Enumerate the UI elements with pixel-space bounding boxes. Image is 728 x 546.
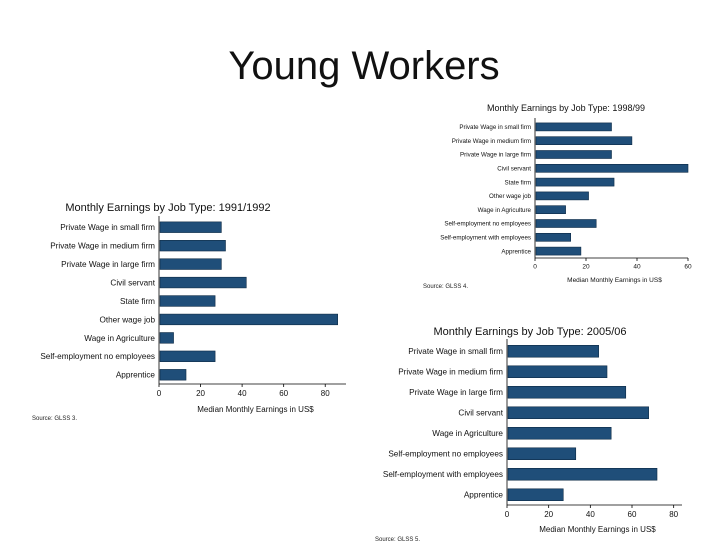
bar bbox=[508, 489, 563, 501]
category-label: Wage in Agriculture bbox=[84, 333, 155, 343]
bar bbox=[536, 206, 566, 214]
category-label: Self-employment no employees bbox=[388, 449, 503, 459]
chart-panel-2005-06 bbox=[370, 318, 690, 546]
category-label: State firm bbox=[119, 296, 155, 306]
category-label: Other wage job bbox=[99, 315, 155, 325]
x-axis-label: Median Monthly Earnings in US$ bbox=[567, 277, 662, 284]
category-label: Private Wage in medium firm bbox=[398, 367, 503, 377]
category-label: Wage in Agriculture bbox=[477, 206, 531, 214]
x-tick-label: 80 bbox=[669, 510, 679, 519]
bar bbox=[160, 296, 215, 307]
bar bbox=[160, 333, 174, 344]
bar bbox=[536, 164, 688, 172]
chart-title: Monthly Earnings by Job Type: 1991/1992 bbox=[65, 202, 271, 214]
bar bbox=[536, 150, 612, 158]
bar bbox=[508, 468, 657, 480]
category-label: State firm bbox=[504, 179, 531, 187]
category-label: Private Wage in medium firm bbox=[451, 137, 531, 145]
category-label: Other wage job bbox=[489, 193, 531, 201]
bar bbox=[508, 407, 649, 419]
category-label: Civil servant bbox=[458, 408, 503, 418]
x-tick-label: 60 bbox=[684, 263, 692, 271]
bar bbox=[508, 366, 607, 378]
category-label: Private Wage in large firm bbox=[409, 388, 503, 398]
bar bbox=[160, 369, 186, 380]
x-tick-label: 40 bbox=[633, 263, 641, 271]
category-label: Private Wage in medium firm bbox=[50, 241, 155, 251]
bar bbox=[536, 137, 632, 145]
x-tick-label: 40 bbox=[237, 389, 247, 398]
category-label: Private Wage in small firm bbox=[60, 223, 155, 233]
bar bbox=[536, 192, 589, 200]
category-label: Private Wage in small firm bbox=[459, 124, 531, 132]
category-label: Self-employment no employees bbox=[444, 220, 531, 228]
bar bbox=[160, 314, 338, 325]
bar bbox=[536, 123, 612, 131]
bar bbox=[508, 427, 611, 439]
chart-panel-1991-92 bbox=[28, 196, 354, 430]
chart-title: Monthly Earnings by Job Type: 2005/06 bbox=[433, 326, 627, 338]
category-label: Apprentice bbox=[115, 370, 155, 380]
chart-2005-06 bbox=[370, 318, 690, 546]
x-tick-label: 20 bbox=[544, 510, 554, 519]
category-label: Private Wage in large firm bbox=[61, 259, 155, 269]
chart-source-1991-92: Source: GLSS 3. bbox=[32, 416, 78, 422]
category-label: Self-employment no employees bbox=[40, 352, 155, 362]
x-axis-label: Median Monthly Earnings in US$ bbox=[197, 405, 314, 414]
chart-1998-99 bbox=[418, 96, 696, 300]
category-label: Self-employment with employees bbox=[440, 234, 531, 242]
category-label: Apprentice bbox=[463, 490, 503, 500]
bar bbox=[536, 247, 581, 255]
chart-title: Monthly Earnings by Job Type: 1998/99 bbox=[487, 103, 645, 113]
chart-panel-1998-99 bbox=[418, 96, 696, 300]
chart-source-2005-06: Source: GLSS 5. bbox=[375, 537, 421, 543]
bar bbox=[536, 233, 571, 241]
x-tick-label: 20 bbox=[582, 263, 590, 271]
x-tick-label: 0 bbox=[156, 389, 162, 398]
x-axis-label: Median Monthly Earnings in US$ bbox=[539, 525, 656, 534]
x-tick-label: 40 bbox=[585, 510, 595, 519]
bar bbox=[160, 277, 246, 288]
bar bbox=[160, 222, 221, 233]
x-tick-label: 0 bbox=[504, 510, 510, 519]
category-label: Wage in Agriculture bbox=[432, 429, 503, 439]
x-tick-label: 60 bbox=[627, 510, 637, 519]
bar bbox=[160, 259, 221, 270]
category-label: Private Wage in large firm bbox=[460, 151, 531, 159]
bar bbox=[536, 219, 596, 227]
category-label: Civil servant bbox=[497, 165, 531, 173]
bar bbox=[536, 178, 614, 186]
bar bbox=[160, 351, 215, 362]
category-label: Private Wage in small firm bbox=[408, 347, 503, 357]
chart-source-1998-99: Source: GLSS 4. bbox=[423, 284, 469, 290]
bar bbox=[508, 448, 576, 460]
bar bbox=[508, 345, 599, 357]
x-tick-label: 60 bbox=[279, 389, 289, 398]
x-tick-label: 0 bbox=[533, 263, 537, 271]
slide-title: Young Workers bbox=[228, 44, 500, 88]
category-label: Self-employment with employees bbox=[382, 470, 503, 480]
bar bbox=[160, 240, 225, 251]
x-tick-label: 20 bbox=[196, 389, 206, 398]
bar bbox=[508, 386, 626, 398]
category-label: Apprentice bbox=[501, 248, 531, 256]
chart-1991-92 bbox=[28, 196, 354, 430]
category-label: Civil servant bbox=[110, 278, 155, 288]
x-tick-label: 80 bbox=[320, 389, 330, 398]
